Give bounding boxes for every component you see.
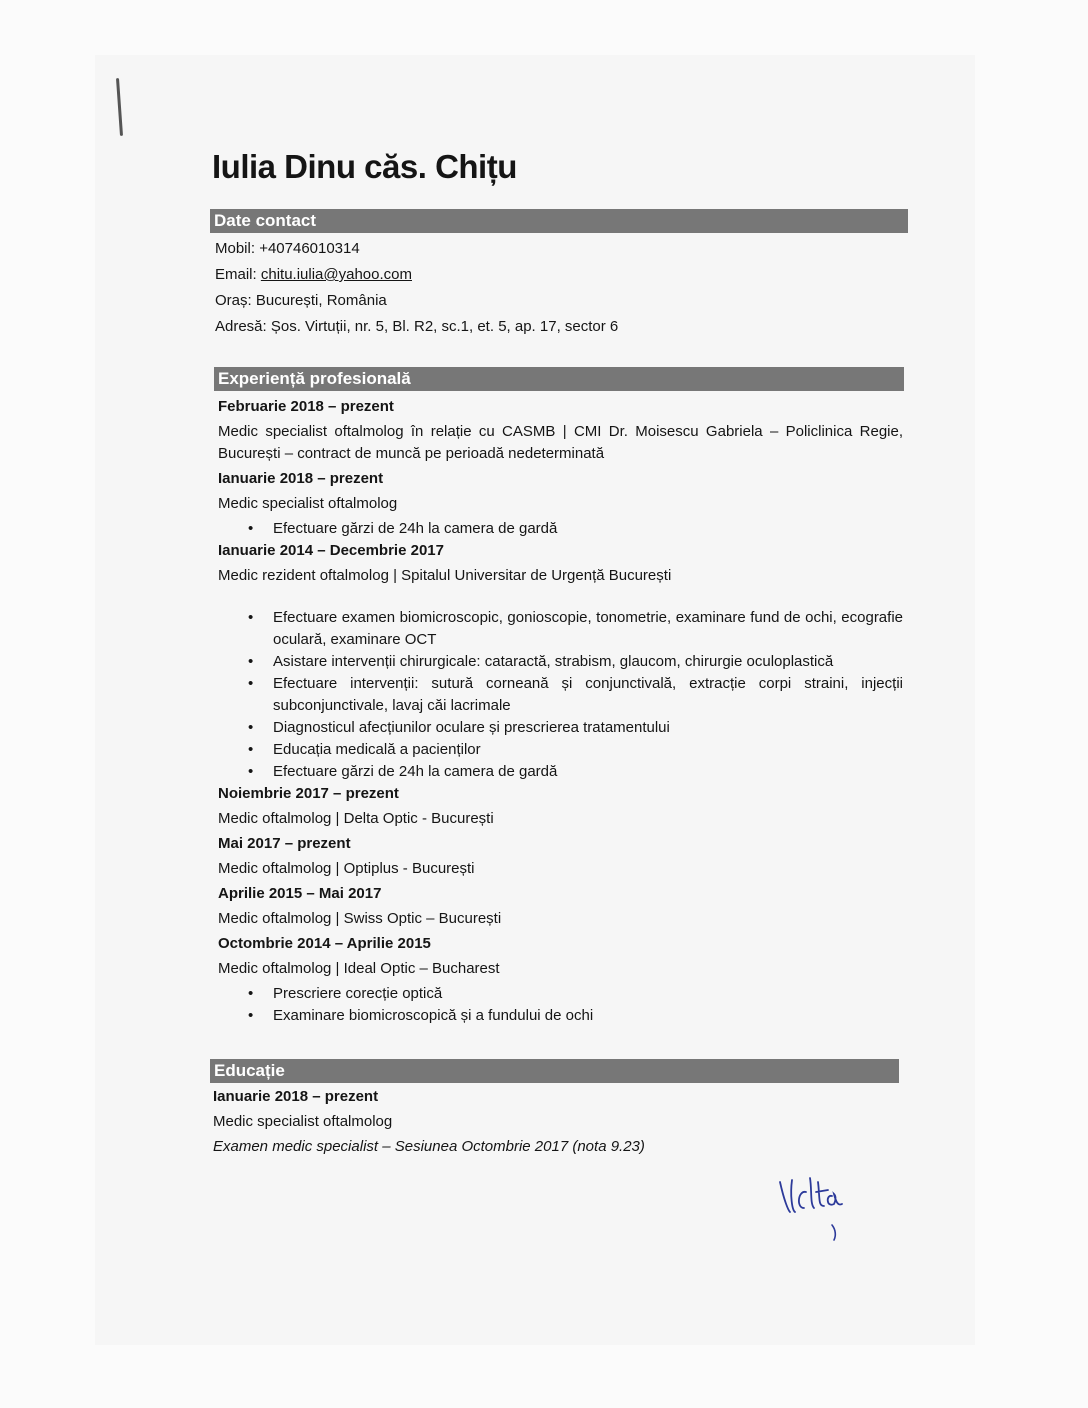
bullet-item: • Educația medicală a pacienților <box>218 739 903 761</box>
mobile-label: Mobil: <box>215 240 256 257</box>
bullet-item: • Efectuare examen biomicroscopic, gonioscopie, tonometrie, examinare fund de ochi, ecografie oculară, examinare OCT <box>218 607 903 651</box>
contact-address <box>215 315 900 338</box>
entry-period: Februarie 2018 – prezent <box>218 398 394 415</box>
city-value: București, România <box>255 292 387 309</box>
entry-period: Aprilie 2015 – Mai 2017 <box>218 885 382 902</box>
bullet-item: • Efectuare gărzi de 24h la camera de gardă <box>218 518 903 540</box>
section-header-education: Educație <box>210 1059 899 1083</box>
city-label: Oraș: <box>215 292 252 309</box>
entry-bullets <box>218 983 903 1027</box>
handwritten-signature <box>770 1170 870 1250</box>
bullet-item: • Diagnosticul afecțiunilor oculare și prescrierea tratamentului <box>218 717 903 739</box>
address-label: Adresă: <box>215 318 267 335</box>
entry-role: Medic specialist oftalmolog în relație cu CASMB | CMI Dr. Moisescu Gabriela – Policlinica Regie, București – contract de muncă pe perioadă nedeterminată <box>218 423 903 462</box>
section-header-contact: Date contact <box>210 209 908 233</box>
entry-role: Medic oftalmolog | Delta Optic - București <box>218 810 494 827</box>
bullet-item: • Prescriere corecție optică <box>218 983 903 1005</box>
mobile-value: +40746010314 <box>259 240 360 257</box>
email-link[interactable]: chitu.iulia@yahoo.com <box>260 266 412 283</box>
entry-period: Ianuarie 2014 – Decembrie 2017 <box>218 542 444 559</box>
entry-period: Noiembrie 2017 – prezent <box>218 785 399 802</box>
bullet-item: • Examinare biomicroscopică și a fundului de ochi <box>218 1005 903 1027</box>
contact-mobile <box>215 237 900 260</box>
entry-bullets <box>218 607 903 783</box>
entry-bullets <box>218 518 903 540</box>
contact-email <box>215 263 900 286</box>
entry-role: Medic oftalmolog | Optiplus - București <box>218 860 475 877</box>
contact-section <box>215 237 900 341</box>
entry-role: Medic specialist oftalmolog <box>218 495 398 512</box>
education-section <box>213 1086 898 1161</box>
education-title: Medic specialist oftalmolog <box>213 1113 393 1130</box>
entry-role: Medic oftalmolog | Ideal Optic – Bucharest <box>218 960 500 977</box>
email-label: Email: <box>215 266 257 283</box>
section-header-experience: Experiență profesională <box>214 367 904 391</box>
bullet-item: • Asistare intervenții chirurgicale: cataractă, strabism, glaucom, chirurgie oculoplastică <box>218 651 903 673</box>
entry-period: Ianuarie 2018 – prezent <box>218 470 384 487</box>
experience-section <box>218 396 903 1027</box>
entry-role: Medic oftalmolog | Swiss Optic – București <box>218 910 502 927</box>
address-value: Șos. Virtuții, nr. 5, Bl. R2, sc.1, et. 5, ap. 17, sector 6 <box>270 318 619 335</box>
contact-city <box>215 289 900 312</box>
bullet-item: • Efectuare gărzi de 24h la camera de gardă <box>218 761 903 783</box>
education-exam: Examen medic specialist – Sesiunea Octombrie 2017 (nota 9.23) <box>213 1138 645 1155</box>
education-period: Ianuarie 2018 – prezent <box>213 1088 379 1105</box>
entry-role: Medic rezident oftalmolog | Spitalul Universitar de Urgență București <box>218 567 672 584</box>
entry-period: Octombrie 2014 – Aprilie 2015 <box>218 935 431 952</box>
bullet-item: • Efectuare intervenții: sutură corneană și conjunctivală, extracție corpi straini, injecții subconjunctivale, lavaj căi lacrimale <box>218 673 903 717</box>
entry-period: Mai 2017 – prezent <box>218 835 351 852</box>
cv-name: Iulia Dinu căs. Chițu <box>212 148 517 185</box>
